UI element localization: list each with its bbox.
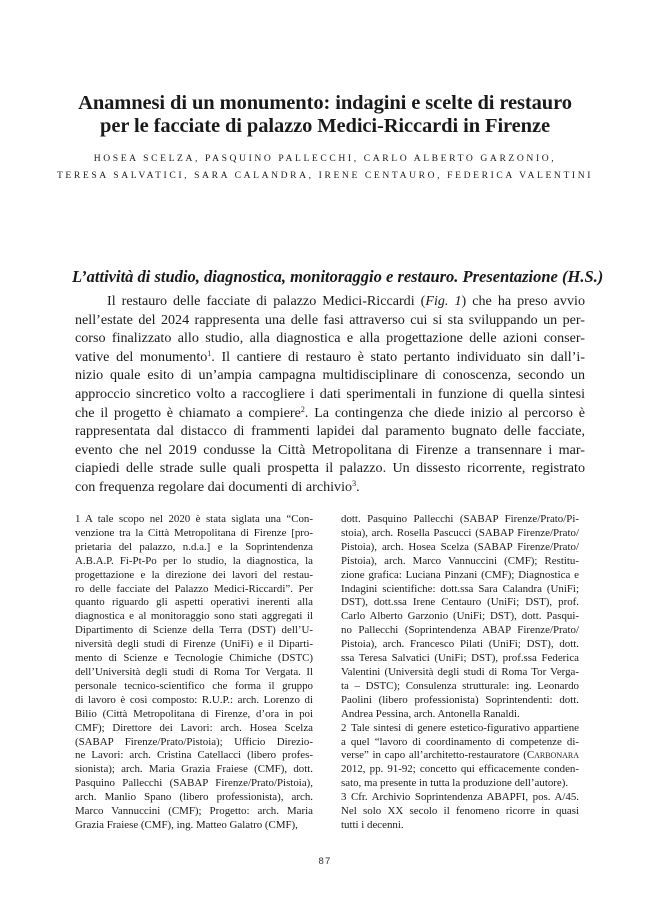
footnote-1-line: Pasquino Pallecchi (SABAP Firenze/Prato/Pistoia), <box>75 777 313 790</box>
footnote-2: 2 Tale sintesi di genere estetico-figurativo appartiene a quel “lavoro di coordinamento di competenze di- verse” in capo all’architetto-restauratore (Carbonara 2012, pp. 91-92; concetto qui efficacemente conden- sato, ma presente in tutta la produzione dell’autore). <box>341 721 579 790</box>
footnote-1-line: no Pallecchi (Soprintendenza ABAP Firenze/Prato/ <box>341 624 579 637</box>
footnote-1-number: 1 <box>75 513 81 525</box>
footnote-1-line: 1 A tale scopo nel 2020 è stata siglata una “Con- <box>75 513 313 525</box>
footnote-1-line: Bilio (Città Metropolitana di Firenze, d’ora in poi <box>75 707 313 720</box>
footnote-ref-3[interactable]: 3 <box>352 478 357 488</box>
footnote-1-line: Pistoia), arch. Francesco Pilati (UniFi; DST), dott. <box>341 638 579 651</box>
page-number: 87 <box>318 856 332 867</box>
footnote-1-line: diagnostica e al monitoraggio sono stati aggregati il <box>75 610 313 623</box>
footnote-1-line: progettazione e la direzione dei lavori del restau- <box>75 568 313 581</box>
footnote-1-line: di lavoro è così composto: R.U.P.: arch. Lorenzo di <box>75 693 313 706</box>
body-line: approccio sincretico volto a raccogliere i dati sperimentali in funzione di quella sintesi <box>75 385 585 402</box>
footnote-1-line: Grazia Fraiese (CMF), ing. Matteo Galatro (CMF), <box>75 818 298 831</box>
article-title-line-1: Anamnesi di un monumento: indagini e scelte di restauro <box>78 92 572 114</box>
footnote-3: 3 Cfr. Archivio Soprintendenza ABAPFI, pos. A/45. Nel solo XX secolo il fenomeno ricorre in quasi tutti i decenni. <box>341 791 579 831</box>
body-line: vative del monumento$^1$. Il cantiere di restauro è stato pertanto individuato sin dall’i- <box>75 348 585 365</box>
footnote-1-line: ssa Teresa Salvatici (UniFi; DST), prof.ssa Federica <box>341 652 579 665</box>
footnote-1-line: dott. Pasquino Pallecchi (SABAP Firenze/Prato/Pi- <box>341 513 579 525</box>
footnotes-left-column <box>75 513 313 833</box>
footnote-1-line: ta – DSTC); Consulenza strutturale: ing. Leonardo <box>341 679 579 692</box>
footnote-1-line: quanto riguardo gli aspetti operativi inerenti alla <box>75 596 313 609</box>
body-line: rappresentata dal distacco di frammenti lapidei dal paramento bugnato delle facciate, <box>75 423 585 440</box>
author-list <box>40 150 610 184</box>
author-line-1: HOSEA SCELZA, PASQUINO PALLECCHI, CARLO ALBERTO GARZONIO, <box>93 153 557 164</box>
footnote-1-line: Dipartimento di Scienze della Terra (DST) dell’U- <box>75 624 313 637</box>
footnote-1-line: venzione tra la Città Metropolitana di Firenze [pro- <box>75 526 313 539</box>
footnote-1-continuation <box>341 513 579 722</box>
body-line: che il progetto è chiamato a compiere$^2$. La contingenza che diede inizio al percorso è <box>75 404 585 421</box>
footnote-1-line: ro delle facciate del Palazzo Medici-Riccardi”. Per <box>75 582 313 595</box>
article-title <box>40 92 610 138</box>
body-line: nell’estate del 2024 rappresenta una delle fasi attraverso cui si sta sviluppando un per- <box>75 311 585 328</box>
section-heading: L’attività di studio, diagnostica, monitoraggio e restauro. Presentazione (H.S.) <box>72 267 604 286</box>
footnote-1-line: DST), dott.ssa Irene Centauro (UniFi; DST), prof. <box>341 596 579 609</box>
footnote-1-line: Carlo Alberto Garzonio (UniFi; DST), dott. Pasqui- <box>341 610 579 623</box>
footnote-1-line: arch. Manlio Spano (libero professionista), arch. <box>75 791 313 804</box>
footnote-1-line: prietaria del palazzo, n.d.a.] e la Soprintendenza <box>75 540 313 553</box>
body-line: nizio quale esito di un’ampia campagna multidisciplinare di conoscenza, secondo un <box>75 367 585 384</box>
footnote-1-line: (SABAP Firenze/Prato/Pistoia); Ufficio Direzio- <box>75 735 313 748</box>
footnote-ref-1[interactable]: 1 <box>207 348 212 358</box>
footnote-1-line: Andrea Pessina, arch. Antonella Ranaldi. <box>341 707 520 720</box>
footnote-1-line: personale tecnico-scientifico che forma il gruppo <box>75 679 313 692</box>
figure-reference[interactable]: Fig. 1 <box>425 293 462 309</box>
footnote-1-line: Marco Vannuccini (CMF); Progetto: arch. Maria <box>75 805 313 818</box>
footnote-1-line: niversità degli studi di Firenze (UniFi) e il Diparti- <box>75 638 313 651</box>
body-line: Il restauro delle facciate di palazzo Medici-Riccardi (Fig. 1) che ha preso avvio <box>107 293 585 309</box>
footnote-1-line: stoia), arch. Rosella Pascucci (SABAP Firenze/Prato/ <box>341 526 579 539</box>
footnote-1-line: Valentini (Università degli studi di Roma Tor Verga- <box>341 665 579 678</box>
body-line: con frequenza regolare dai documenti di archivio$^3$. <box>75 478 360 495</box>
footnote-1-line: CMF); Direttore dei Lavori: arch. Hosea Scelza <box>75 721 313 734</box>
footnotes-right-column <box>341 513 579 833</box>
footnote-3-number: 3 <box>341 791 347 804</box>
body-line: ciapiedi delle strade sulle quali prospetta il palazzo. Un dissesto ricorrente, registrato <box>75 460 585 477</box>
footnote-1-line: zione grafica: Luciana Pinzani (CMF); Diagnostica e <box>341 568 579 581</box>
footnote-ref-2[interactable]: 2 <box>300 404 305 414</box>
footnote-1-line: mento di Scienze e Tecnologie Chimiche (DSTC) <box>75 652 313 665</box>
body-line: corso finalizzato allo studio, alla diagnostica e alla progettazione delle azioni conser- <box>75 330 585 347</box>
author-line-2: TERESA SALVATICI, SARA CALANDRA, IRENE CENTAURO, FEDERICA VALENTINI <box>56 170 594 181</box>
citation-author: Carbonara <box>526 749 579 762</box>
body-line: evento che nel 2019 condusse la Città Metropolitana di Firenze a transennare i mar- <box>75 441 585 458</box>
footnote-1-line: dell’Università degli studi di Roma Tor Vergata. Il <box>75 665 313 678</box>
article-title-line-2: per le facciate di palazzo Medici-Riccardi in Firenze <box>100 115 550 137</box>
footnote-1-line: sionista); arch. Maria Grazia Fraiese (CMF), dott. <box>75 763 313 776</box>
footnote-1-line: Pistoia), arch. Marco Vannuccini (CMF); Restitu- <box>341 554 579 567</box>
footnote-1-line: Indagini scientifiche: dott.ssa Sara Calandra (UniFi; <box>341 582 579 595</box>
footnote-1-line: Paolini (libero professionista) Soprintendenti: dott. <box>341 693 579 706</box>
footnote-1-line: A.B.A.P. Fi-Pt-Po per lo studio, la diagnostica, la <box>75 554 313 567</box>
footnote-1-line: Pistoia), arch. Hosea Scelza (SABAP Firenze/Prato/ <box>341 540 579 553</box>
footnote-2-number: 2 <box>341 721 347 734</box>
body-paragraph <box>75 292 585 497</box>
footnote-1-line: ne Lavori: arch. Cristina Catellacci (libero profes- <box>75 749 313 762</box>
